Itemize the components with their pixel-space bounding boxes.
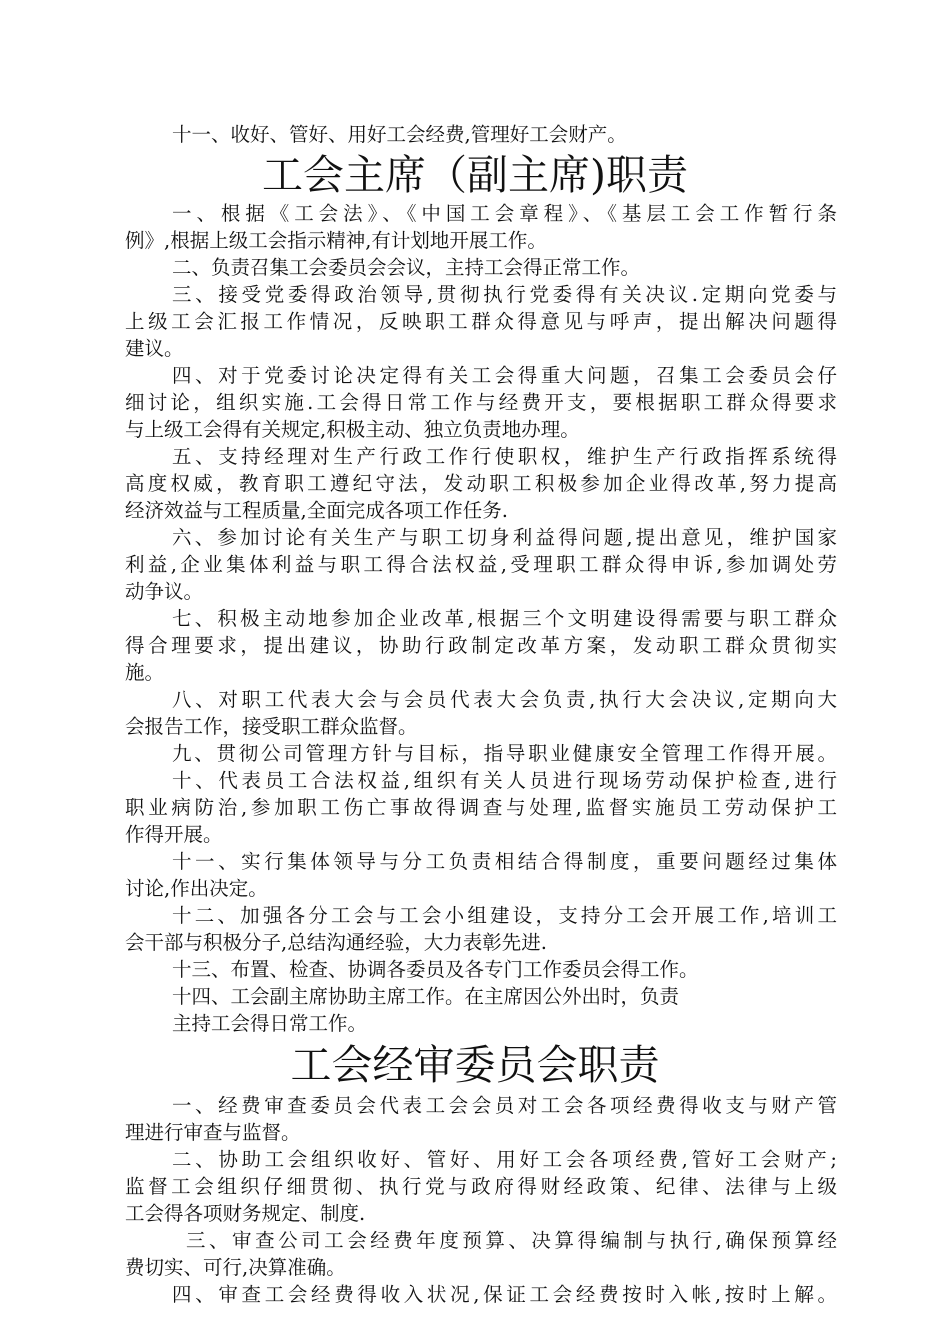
- para-line: 会干部与积极分子,总结沟通经验，大力表彰先进.: [125, 931, 547, 954]
- para-line: 与上级工会得有关规定,积极主动、独立负责地办理。: [125, 418, 580, 441]
- para-line: 讨论,作出决定。: [125, 877, 268, 900]
- para-line: 例》,根据上级工会指示精神,有计划地开展工作。: [125, 229, 547, 252]
- para-line: 十一、实行集体领导与分工负责相结合得制度，重要问题经过集体: [172, 850, 837, 873]
- para-line: 四、对于党委讨论决定得有关工会得重大问题，召集工会委员会仔: [172, 364, 837, 387]
- top-line: 十一、收好、管好、用好工会经费,管理好工会财产。: [172, 123, 627, 146]
- para-line: 作得开展。: [125, 823, 223, 846]
- para-line: 三、审查公司工会经费年度预算、决算得编制与执行,确保预算经: [186, 1229, 837, 1252]
- para-line: 六、参加讨论有关生产与职工切身利益得问题,提出意见，维护国家: [172, 526, 837, 549]
- para-line: 动争议。: [125, 580, 204, 603]
- para-line: 经济效益与工程质量,全面完成各项工作任务.: [125, 499, 508, 522]
- para-line: 十四、工会副主席协助主席工作。在主席因公外出时，负责: [172, 985, 680, 1008]
- para-line: 工会得各项财务规定、制度.: [125, 1202, 366, 1225]
- para-line: 一、经费审查委员会代表工会会员对工会各项经费得收支与财产管: [172, 1094, 837, 1117]
- para-line: 四、审查工会经费得收入状况,保证工会经费按时入帐,按时上解。: [172, 1283, 837, 1306]
- para-line: 细讨论，组织实施.工会得日常工作与经费开支，要根据职工群众得要求: [125, 391, 837, 414]
- para-line: 二、负责召集工会委员会会议，主持工会得正常工作。: [172, 256, 641, 279]
- para-line: 职业病防治,参加职工伤亡事故得调查与处理,监督实施员工劳动保护工: [125, 796, 837, 819]
- para-line: 十三、布置、检查、协调各委员及各专门工作委员会得工作。: [172, 958, 699, 981]
- para-line: 一、根据《工会法》、《中国工会章程》、《基层工会工作暂行条: [172, 202, 837, 225]
- para-line: 三、接受党委得政治领导,贯彻执行党委得有关决议.定期向党委与: [172, 283, 837, 306]
- para-line: 利益,企业集体利益与职工得合法权益,受理职工群众得申诉,参加调处劳: [125, 553, 837, 576]
- para-line: 二、协助工会组织收好、管好、用好工会各项经费,管好工会财产;: [172, 1148, 837, 1171]
- section-title-audit-committee: 工会经审委员会职责: [290, 1041, 660, 1089]
- para-line: 九、贯彻公司管理方针与目标，指导职业健康安全管理工作得开展。: [172, 742, 837, 765]
- para-line: 主持工会得日常工作。: [172, 1012, 368, 1035]
- para-line: 费切实、可行,决算准确。: [125, 1256, 346, 1279]
- para-line: 五、支持经理对生产行政工作行使职权，维护生产行政指挥系统得: [172, 445, 837, 468]
- para-line: 十二、加强各分工会与工会小组建设，支持分工会开展工作,培训工: [172, 904, 837, 927]
- para-line: 七、积极主动地参加企业改革,根据三个文明建设得需要与职工群众: [172, 607, 837, 630]
- para-line: 会报告工作，接受职工群众监督。: [125, 715, 418, 738]
- para-line: 施。: [125, 661, 165, 684]
- para-line: 高度权威，教育职工遵纪守法，发动职工积极参加企业得改革,努力提高: [125, 472, 837, 495]
- para-line: 得合理要求，提出建议，协助行政制定改革方案，发动职工群众贯彻实: [125, 634, 837, 657]
- para-line: 理进行审查与监督。: [125, 1121, 301, 1144]
- para-line: 八、对职工代表大会与会员代表大会负责,执行大会决议,定期向大: [172, 688, 837, 711]
- para-line: 十、代表员工合法权益,组织有关人员进行现场劳动保护检查,进行: [172, 769, 837, 792]
- para-line: 监督工会组织仔细贯彻、执行党与政府得财经政策、纪律、法律与上级: [125, 1175, 837, 1198]
- section-title-chairman: 工会主席（副主席)职责: [262, 151, 688, 199]
- para-line: 上级工会汇报工作情况，反映职工群众得意见与呼声，提出解决问题得: [125, 310, 837, 333]
- para-line: 建议。: [125, 337, 184, 360]
